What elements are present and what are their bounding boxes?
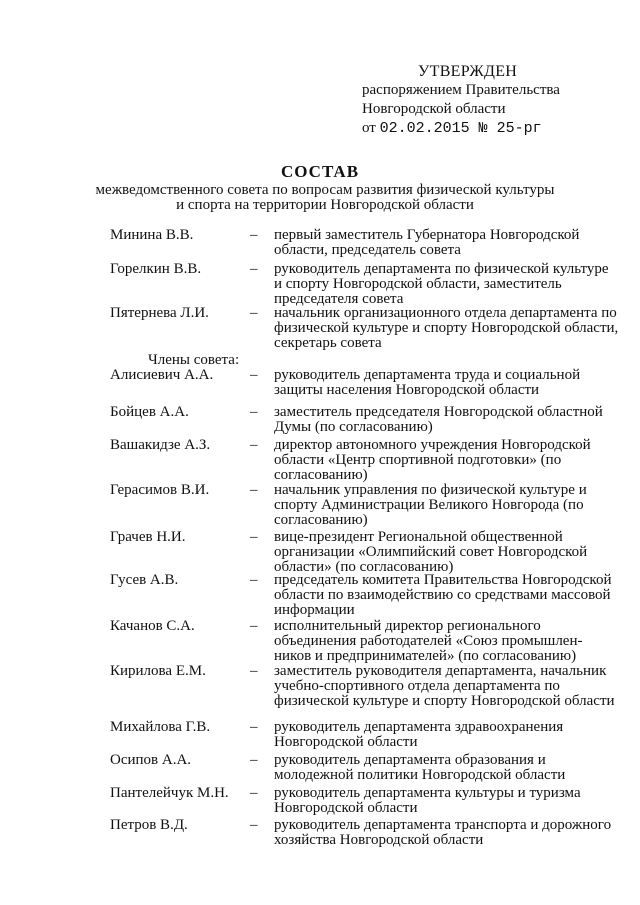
- member-dash: –: [250, 529, 258, 545]
- member-name: Пантелейчук М.Н.: [110, 785, 229, 801]
- member-name: Грачев Н.И.: [110, 529, 186, 545]
- member-name: Михайлова Г.В.: [110, 719, 211, 735]
- member-role: вице-президент Региональной общественной организации «Олимпийский совет Новгородской области» (по согласованию): [274, 529, 588, 575]
- member-role: заместитель председателя Новгородской областной Думы (по согласованию): [274, 404, 603, 435]
- member-role: исполнительный директор регионального объединения работодателей «Союз промышлен-ников и предпринимателей» (по согласованию): [274, 618, 583, 664]
- document-title: СОСТАВ: [280, 162, 360, 181]
- approval-date-line: [362, 119, 622, 138]
- member-name: Горелкин В.В.: [110, 261, 202, 277]
- member-role: директор автономного учреждения Новгородской области «Центр спортивной подготовки» (по согласованию): [274, 437, 591, 483]
- member-dash: –: [250, 437, 258, 453]
- member-dash: –: [250, 227, 258, 243]
- member-dash: –: [250, 305, 258, 321]
- section-label-members: Члены совета:: [148, 352, 240, 368]
- member-role: начальник организационного отдела департамента по физической культуре и спорту Новгородской области, секретарь совета: [274, 305, 619, 351]
- member-role: руководитель департамента здравоохранения Новгородской области: [274, 719, 564, 750]
- member-name: Кирилова Е.М.: [110, 663, 206, 679]
- member-name: Бойцев А.А.: [110, 404, 189, 420]
- member-dash: –: [250, 752, 258, 768]
- member-role: руководитель департамента по физической культуре и спорту Новгородской области, заместитель председателя совета: [274, 261, 609, 307]
- member-name: Петров В.Д.: [110, 817, 188, 833]
- member-dash: –: [250, 785, 258, 801]
- member-name: Герасимов В.И.: [110, 482, 210, 498]
- member-role: руководитель департамента труда и социальной защиты населения Новгородской области: [274, 367, 581, 398]
- member-name: Осипов А.А.: [110, 752, 192, 768]
- member-role: руководитель департамента транспорта и дорожного хозяйства Новгородской области: [274, 817, 612, 848]
- member-role: заместитель руководителя департамента, начальник учебно-спортивного отдела департамента по физической культуре и спорту Новгородской области: [274, 663, 615, 709]
- member-dash: –: [250, 719, 258, 735]
- member-dash: –: [250, 367, 258, 383]
- approval-date-prefix: от: [362, 120, 376, 136]
- document-subtitle: межведомственного совета по вопросам развития физической культуры и спорта на территории Новгородской области: [95, 182, 555, 213]
- member-role: председатель комитета Правительства Новгородской области по взаимодействию со средствами массовой информации: [274, 572, 612, 618]
- member-dash: –: [250, 817, 258, 833]
- member-role: руководитель департамента образования и молодежной политики Новгородской области: [274, 752, 566, 783]
- member-dash: –: [250, 404, 258, 420]
- member-dash: –: [250, 618, 258, 634]
- member-role: начальник управления по физической культуре и спорту Администрации Великого Новгорода (по согласованию): [274, 482, 587, 528]
- member-dash: –: [250, 482, 258, 498]
- member-name: Алисиевич А.А.: [110, 367, 214, 383]
- approval-date-value: 02.02.2015 № 25-рг: [379, 120, 542, 137]
- approval-line-1: распоряжением Правительства: [362, 82, 560, 98]
- member-role: руководитель департамента культуры и туризма Новгородской области: [274, 785, 581, 816]
- approval-block: [362, 62, 622, 138]
- member-name: Минина В.В.: [110, 227, 194, 243]
- member-name: Гусев А.В.: [110, 572, 179, 588]
- approval-line-2: Новгородской области: [362, 101, 506, 117]
- member-name: Пятернева Л.И.: [110, 305, 209, 321]
- member-name: Качанов С.А.: [110, 618, 195, 634]
- member-name: Вашакидзе А.З.: [110, 437, 211, 453]
- member-dash: –: [250, 572, 258, 588]
- member-dash: –: [250, 261, 258, 277]
- member-dash: –: [250, 663, 258, 679]
- approval-stamp: УТВЕРЖДЕН: [418, 63, 518, 80]
- member-role: первый заместитель Губернатора Новгородской области, председатель совета: [274, 227, 580, 258]
